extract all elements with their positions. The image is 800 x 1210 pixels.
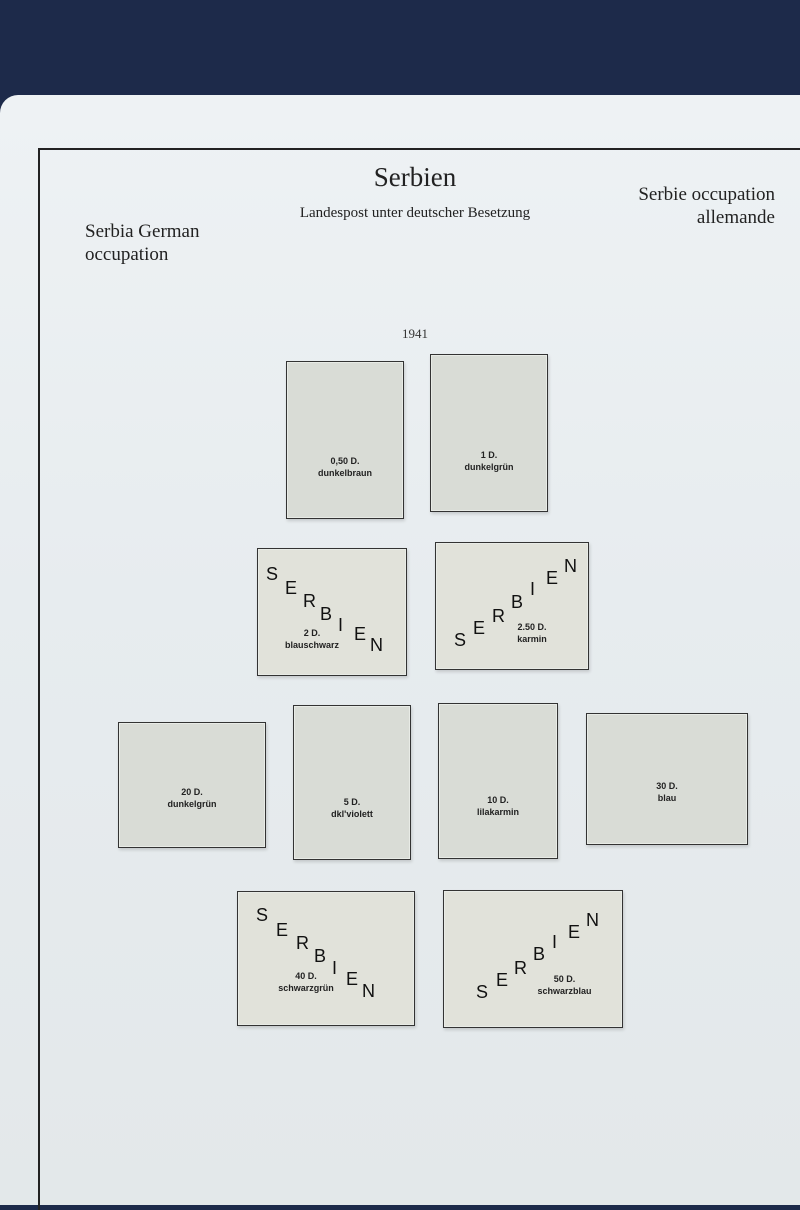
english-heading-line1: Serbia German — [85, 221, 200, 242]
overprint-letter: E — [285, 578, 298, 598]
page-frame — [38, 148, 800, 1210]
french-heading-line1: Serbie occupation — [638, 184, 775, 205]
french-heading-line2: allemande — [696, 207, 775, 228]
page-subtitle: Landespost unter deutscher Besetzung — [299, 205, 531, 221]
overprint-letter: I — [530, 579, 536, 599]
overprint-letter: N — [564, 556, 577, 576]
overprint-letter: R — [514, 958, 527, 978]
overprint-letter: I — [552, 932, 558, 952]
stamp-value: 1 D. — [480, 450, 498, 460]
stamp-slot-2-50d — [435, 542, 589, 670]
stamp-value: 2.50 D. — [517, 622, 547, 632]
overprint-letter: E — [496, 970, 509, 990]
stamp-value: 50 D. — [553, 974, 576, 984]
stamp-color: dunkelgrün — [167, 799, 217, 809]
overprint-letter: I — [332, 958, 338, 978]
french-heading — [595, 183, 775, 229]
overprint-letter: R — [492, 606, 505, 626]
overprint-letter: S — [454, 630, 467, 650]
overprint-letter: I — [338, 615, 344, 635]
overprint-letter: N — [586, 910, 599, 930]
stamp-slot-5d — [293, 705, 411, 860]
page-title: Serbien — [373, 162, 457, 192]
overprint-letter: R — [296, 933, 309, 953]
overprint-letter: B — [314, 946, 327, 966]
overprint-letter: E — [354, 624, 367, 644]
overprint-letter: S — [266, 564, 279, 584]
stamp-value: 30 D. — [656, 781, 678, 791]
overprint-letter: R — [303, 591, 316, 611]
stamp-value: 5 D. — [343, 797, 361, 807]
stamp-color: blau — [657, 793, 677, 803]
english-heading-line2: occupation — [85, 244, 169, 265]
stamp-slot-30d — [586, 713, 748, 845]
stamp-color: schwarzgrün — [278, 983, 334, 993]
overprint-letter: B — [511, 592, 524, 612]
stamp-color: schwarzblau — [537, 986, 592, 996]
overprint-letter: E — [568, 922, 581, 942]
stamp-value: 0,50 D. — [330, 456, 360, 466]
stamp-value: 40 D. — [295, 971, 317, 981]
overprint-letter: E — [473, 618, 486, 638]
stamp-slot-0-50d — [286, 361, 404, 519]
stamp-color: lilakarmin — [476, 807, 520, 817]
overprint-letter: N — [362, 981, 375, 1001]
stamp-slot-2d — [257, 548, 407, 676]
stamp-value: 10 D. — [487, 795, 509, 805]
stamp-slot-10d — [438, 703, 558, 859]
overprint-letter: B — [533, 944, 546, 964]
stamp-color: dunkelgrün — [464, 462, 514, 472]
stamp-color: dkl'violett — [331, 809, 373, 819]
stamp-slot-40d — [237, 891, 415, 1026]
overprint-letter: E — [276, 920, 289, 940]
stamp-color: blauschwarz — [284, 640, 340, 650]
overprint-letter: E — [346, 969, 359, 989]
overprint-letter: B — [320, 604, 333, 624]
stamp-value: 20 D. — [181, 787, 203, 797]
overprint-letter: S — [256, 905, 269, 925]
overprint-letter: N — [370, 635, 383, 655]
stamp-color: dunkelbraun — [317, 468, 372, 478]
overprint-letter: S — [476, 982, 489, 1002]
stamp-value: 2 D. — [303, 628, 321, 638]
overprint-letter: E — [546, 568, 559, 588]
stamp-color: karmin — [517, 634, 547, 644]
stamp-slot-1d — [430, 354, 548, 512]
stamp-slot-20d — [118, 722, 266, 848]
stamp-slot-50d — [443, 890, 623, 1028]
issue-year: 1941 — [402, 326, 428, 341]
english-heading — [85, 220, 199, 266]
